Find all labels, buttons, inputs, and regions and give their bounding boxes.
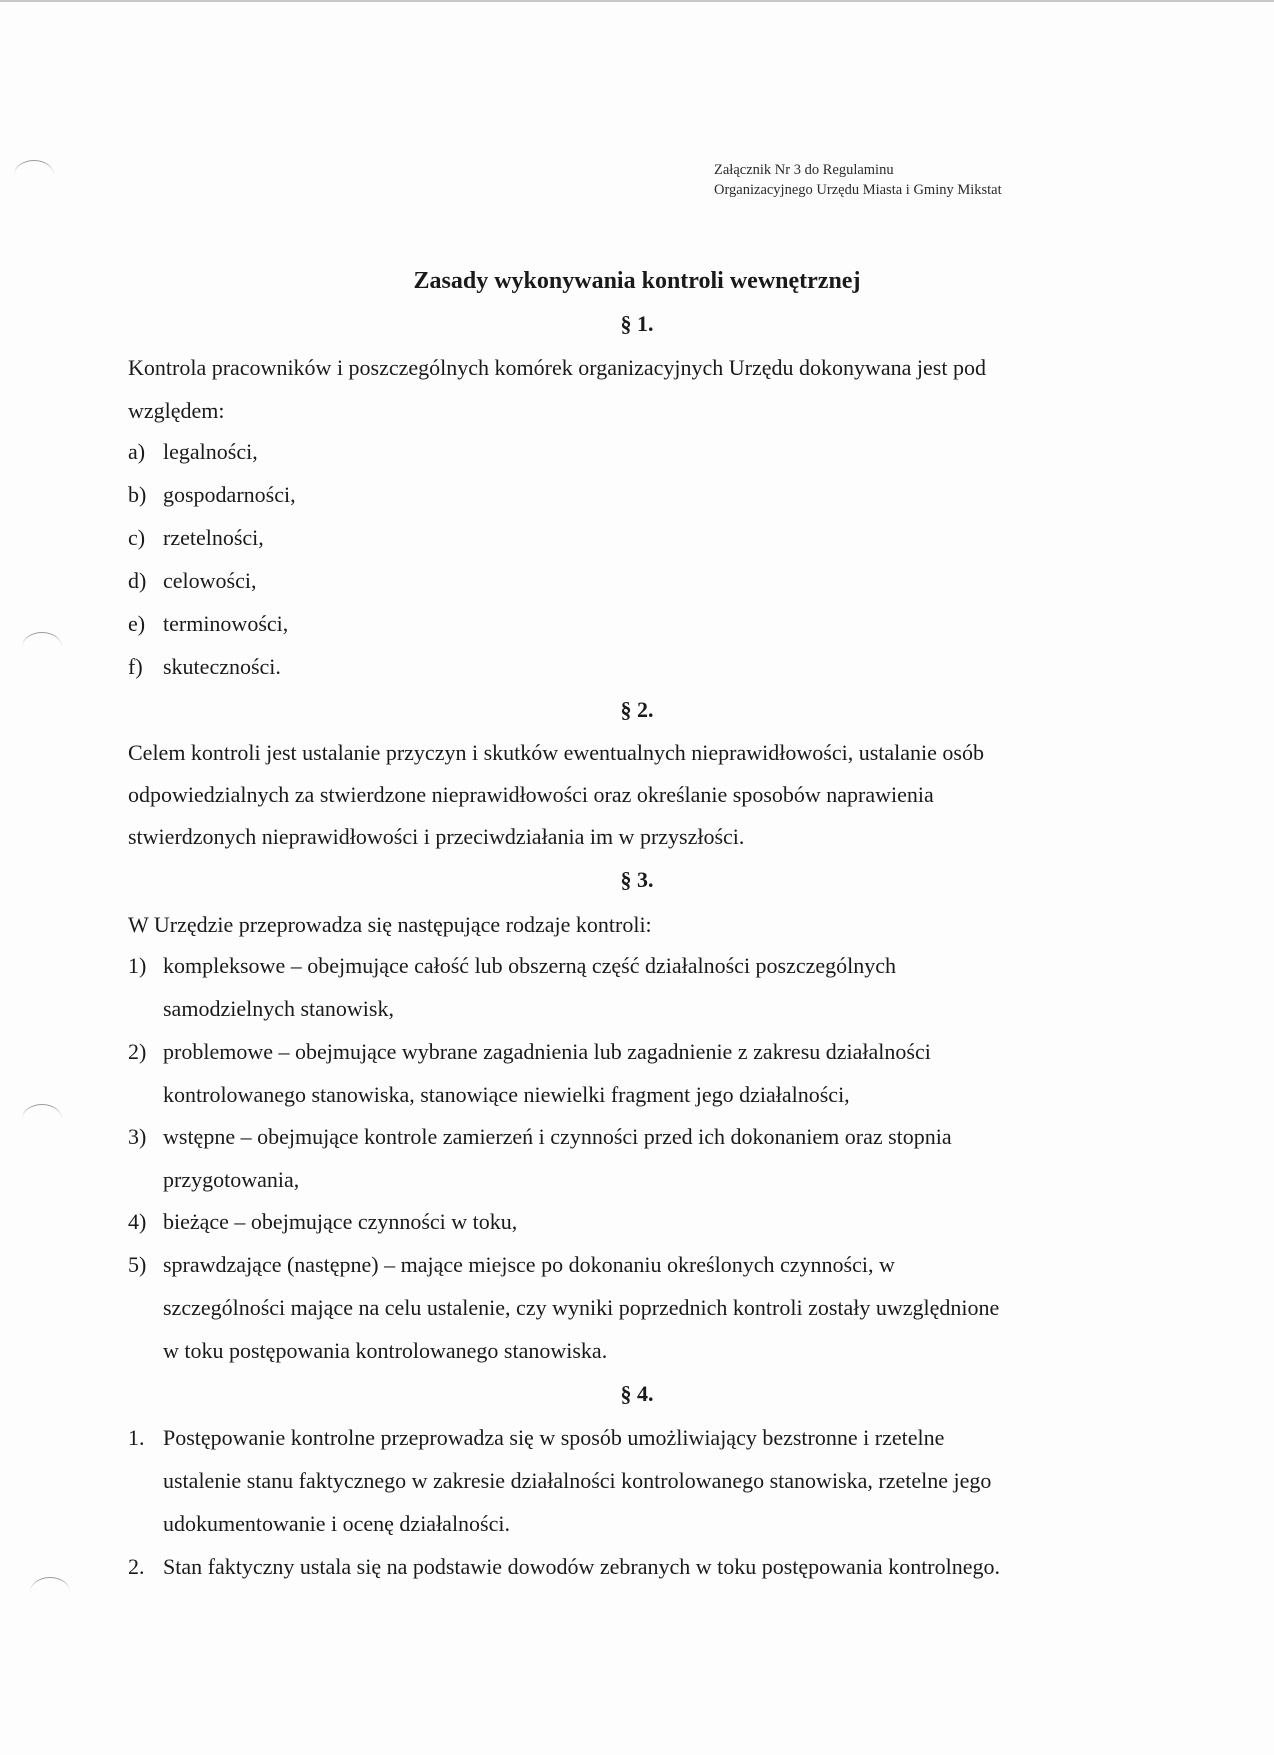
punch-hole-mark — [14, 160, 54, 175]
list-marker: 2. — [128, 1554, 145, 1579]
list-item-continuation: samodzielnych stanowisk, — [163, 996, 394, 1021]
annex-header — [714, 160, 1002, 200]
section-4-mark: § 4. — [620, 1381, 654, 1406]
list-marker: d) — [128, 568, 147, 593]
section-2-line-1: Celem kontroli jest ustalanie przyczyn i skutków ewentualnych nieprawidłowości, ustalanie osób — [128, 740, 984, 765]
list-item-text: kompleksowe – obejmujące całość lub obszerną część działalności poszczególnych — [163, 953, 897, 978]
list-item — [128, 559, 256, 602]
list-marker: f) — [128, 654, 143, 679]
list-item — [128, 645, 281, 688]
list-item — [128, 1030, 931, 1116]
section-2-line-3: stwierdzonych nieprawidłowości i przeciwdziałania im w przyszłości. — [128, 824, 745, 849]
list-item-continuation: w toku postępowania kontrolowanego stanowiska. — [163, 1338, 608, 1363]
document-title: Zasady wykonywania kontroli wewnętrznej — [413, 268, 861, 294]
list-item-text: Postępowanie kontrolne przeprowadza się w sposób umożliwiający bezstronne i rzetelne — [163, 1425, 945, 1450]
list-item-text: gospodarności, — [163, 482, 296, 507]
list-item-continuation: kontrolowanego stanowiska, stanowiące niewielki fragment jego działalności, — [163, 1082, 850, 1107]
list-item — [128, 1115, 952, 1201]
punch-hole-mark — [22, 1104, 62, 1119]
section-1-intro-line-2: względem: — [128, 398, 225, 423]
scan-top-edge — [0, 0, 1274, 2]
section-3-intro: W Urzędzie przeprowadza się następujące rodzaje kontroli: — [128, 912, 652, 937]
list-item-text: skuteczności. — [163, 654, 281, 679]
annex-line-2: Organizacyjnego Urzędu Miasta i Gminy Mikstat — [714, 182, 1002, 198]
list-item — [128, 602, 288, 645]
list-marker: a) — [128, 439, 146, 464]
list-marker: 3) — [128, 1124, 147, 1149]
list-marker: 1. — [128, 1425, 145, 1450]
punch-hole-mark — [22, 632, 62, 647]
list-item — [128, 1416, 991, 1545]
list-item-text: bieżące – obejmujące czynności w toku, — [163, 1209, 518, 1234]
section-1-mark: § 1. — [620, 311, 654, 336]
list-marker: 1) — [128, 953, 147, 978]
list-item-text: problemowe – obejmujące wybrane zagadnienia lub zagadnienie z zakresu działalności — [163, 1039, 931, 1064]
list-item — [128, 473, 296, 516]
list-item-text: legalności, — [163, 439, 258, 464]
punch-hole-mark — [30, 1577, 70, 1592]
section-2-line-2: odpowiedzialnych za stwierdzone nieprawidłowości oraz określanie sposobów naprawienia — [128, 782, 934, 807]
list-item-continuation: przygotowania, — [163, 1167, 300, 1192]
list-item-text: wstępne – obejmujące kontrole zamierzeń i czynności przed ich dokonaniem oraz stopnia — [163, 1124, 952, 1149]
list-item — [128, 944, 896, 1030]
list-marker: 4) — [128, 1209, 147, 1234]
list-marker: b) — [128, 482, 147, 507]
section-2-mark: § 2. — [620, 697, 654, 722]
list-item-text: terminowości, — [163, 611, 289, 636]
list-marker: 5) — [128, 1252, 147, 1277]
list-marker: 2) — [128, 1039, 147, 1064]
section-1-intro-line-1: Kontrola pracowników i poszczególnych komórek organizacyjnych Urzędu dokonywana jest pod — [128, 355, 986, 380]
list-item — [128, 1200, 517, 1243]
list-item — [128, 516, 264, 559]
list-item — [128, 1243, 999, 1372]
list-marker: c) — [128, 525, 146, 550]
list-marker: e) — [128, 611, 146, 636]
annex-line-1: Załącznik Nr 3 do Regulaminu — [714, 162, 894, 178]
list-item-text: Stan faktyczny ustala się na podstawie dowodów zebranych w toku postępowania kontrolnego. — [163, 1554, 1001, 1579]
list-item-continuation: szczególności mające na celu ustalenie, czy wyniki poprzednich kontroli zostały uwzględnione — [163, 1295, 1000, 1320]
section-3-mark: § 3. — [620, 867, 654, 892]
list-item — [128, 430, 258, 473]
list-item-text: rzetelności, — [163, 525, 264, 550]
list-item-text: sprawdzające (następne) – mające miejsce po dokonaniu określonych czynności, w — [163, 1252, 895, 1277]
list-item-text: celowości, — [163, 568, 257, 593]
list-item-continuation: udokumentowanie i ocenę działalności. — [163, 1511, 510, 1536]
list-item — [128, 1545, 1000, 1588]
list-item-continuation: ustalenie stanu faktycznego w zakresie działalności kontrolowanego stanowiska, rzetelne jego — [163, 1468, 992, 1493]
